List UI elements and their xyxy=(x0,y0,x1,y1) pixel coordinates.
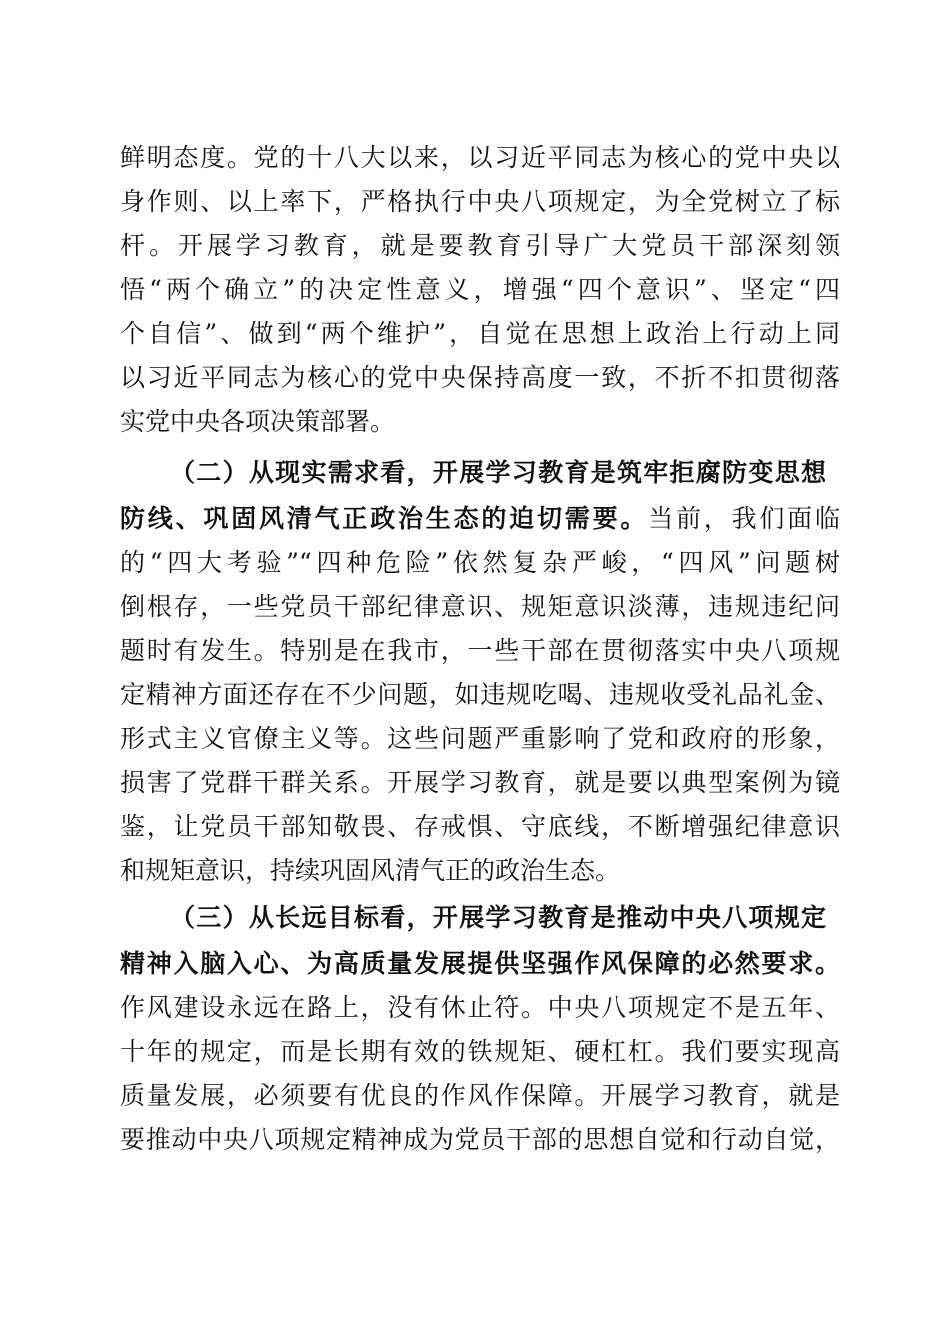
text-line: 定精神方面还存在不少问题，如违规吃喝、违规收受礼品礼金、 xyxy=(120,680,840,709)
text-line: 实党中央各项决策部署。 xyxy=(120,407,396,436)
text-line: 题时有发生。特别是在我市，一些干部在贯彻落实中央八项规 xyxy=(120,636,840,665)
section-heading-2: （二）从现实需求看，开展学习教育是筑牢拒腐防变思想 xyxy=(170,458,826,487)
section-heading-3: （三）从长远目标看，开展学习教育是推动中央八项规定 xyxy=(170,903,826,932)
heading-continuation-line xyxy=(120,497,840,541)
text-line: 鉴，让党员干部知敬畏、存戒惧、守底线，不断增强纪律意识 xyxy=(120,812,840,841)
text-line: 个自信”、做到“两个维护”，自觉在思想上政治上行动上同 xyxy=(120,319,840,348)
section-heading-3-continued: 精神入脑入心、为高质量发展提供坚强作风保障的必然要求。 xyxy=(120,949,840,978)
text-line: 身作则、以上率下，严格执行中央八项规定，为全党树立了标 xyxy=(120,187,840,216)
text-line: 悟“两个确立”的决定性意义，增强“四个意识”、坚定“四 xyxy=(120,275,840,304)
text-line: 形式主义官僚主义等。这些问题严重影响了党和政府的形象， xyxy=(120,724,840,753)
text-line: 以习近平同志为核心的党中央保持高度一致，不折不扣贯彻落 xyxy=(120,363,840,392)
text-line: 鲜明态度。党的十八大以来，以习近平同志为核心的党中央以 xyxy=(120,143,840,172)
text-line: 要推动中央八项规定精神成为党员干部的思想自觉和行动自觉， xyxy=(120,1125,840,1154)
text-line: 十年的规定，而是长期有效的铁规矩、硬杠杠。我们要实现高 xyxy=(120,1037,840,1066)
text-line: 杆。开展学习教育，就是要教育引导广大党员干部深刻领 xyxy=(120,231,840,260)
text-line: 质量发展，必须要有优良的作风作保障。开展学习教育，就是 xyxy=(120,1081,840,1110)
text-line: 的“四大考验”“四种危险”依然复杂严峻，“四风”问题树 xyxy=(120,548,840,577)
text-line: 损害了党群干群关系。开展学习教育，就是要以典型案例为镜 xyxy=(120,768,840,797)
heading-text: 防线、巩固风清气正政治生态的迫切需要。 xyxy=(120,504,649,533)
body-text: 当前，我们面临 xyxy=(648,504,840,533)
text-line: 作风建设永远在路上，没有休止符。中央八项规定不是五年、 xyxy=(120,993,840,1022)
text-line: 和规矩意识，持续巩固风清气正的政治生态。 xyxy=(120,856,621,885)
text-line: 倒根存，一些党员干部纪律意识、规矩意识淡薄，违规违纪问 xyxy=(120,592,840,621)
